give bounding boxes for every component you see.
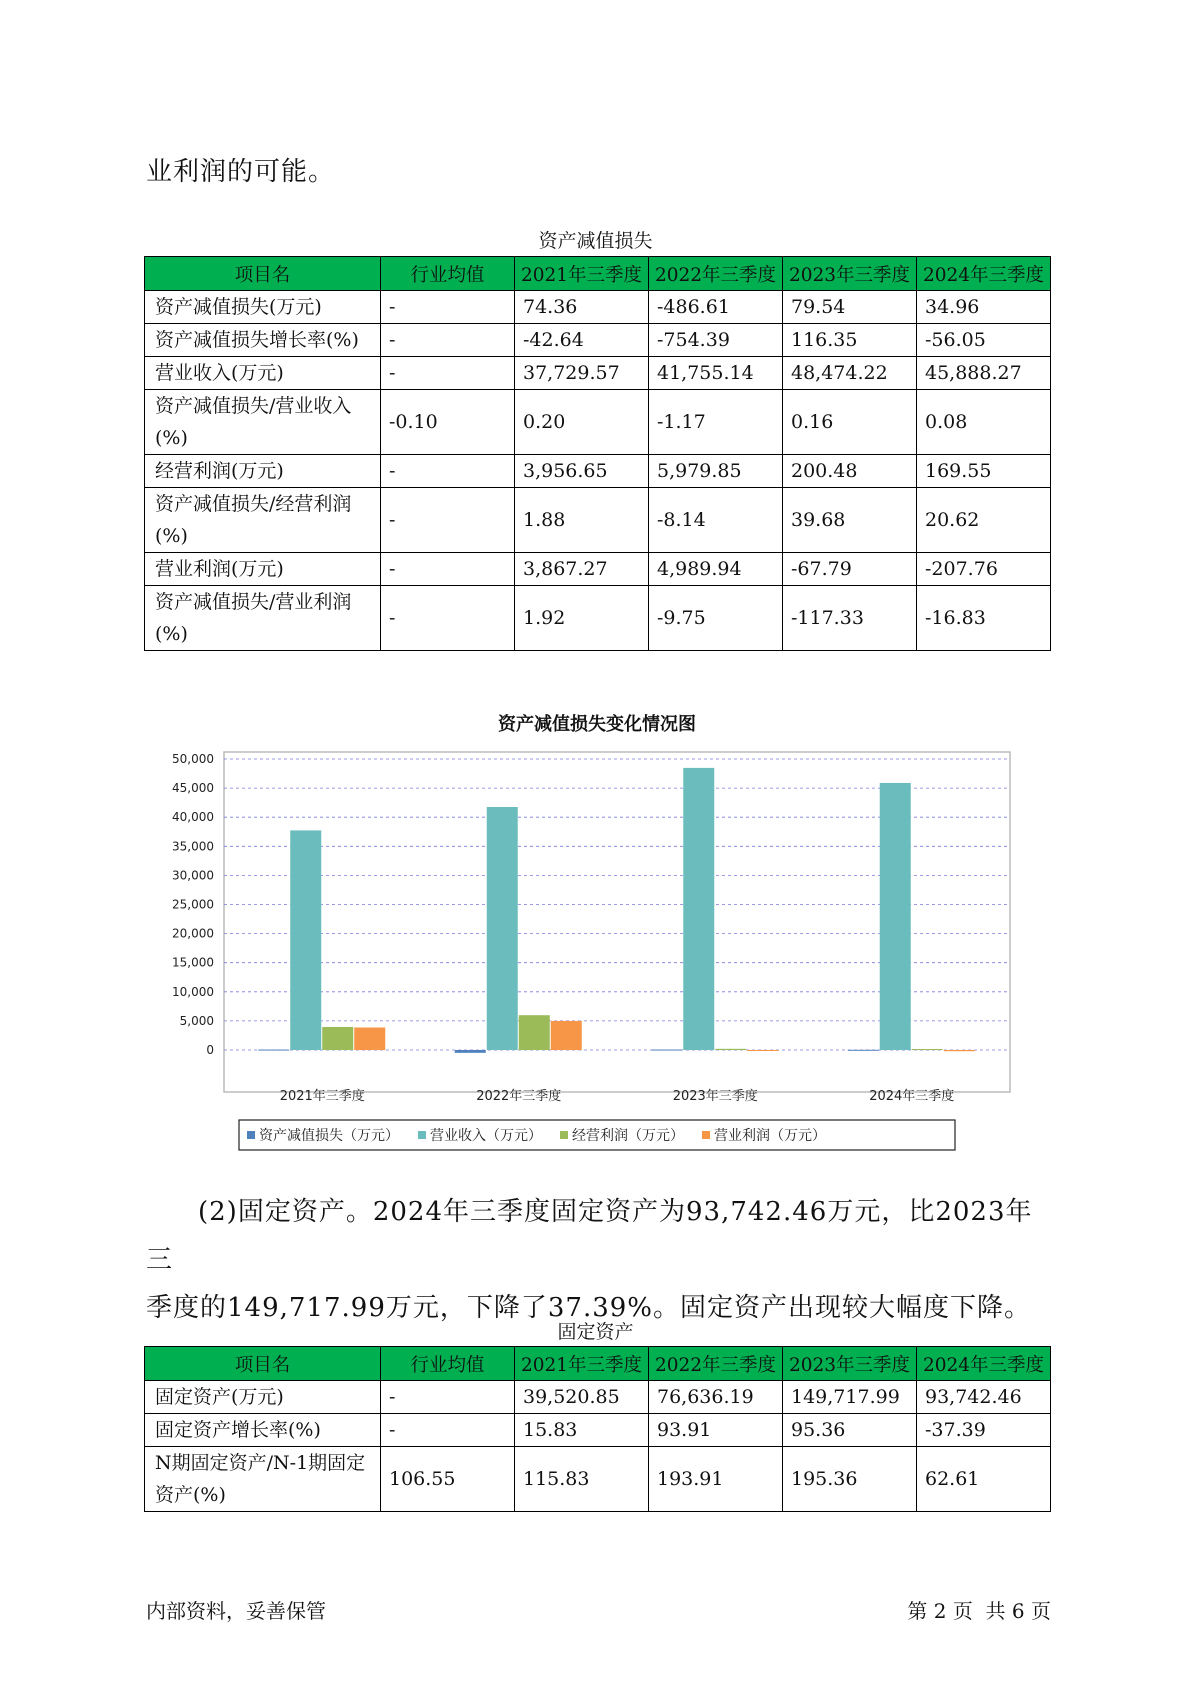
cell: -67.79 — [783, 553, 917, 586]
impairment-table — [144, 256, 1051, 651]
row-label: 资产减值损失(万元) — [145, 291, 381, 324]
footer-page-number: 第 2 页 共 6 页 — [907, 1599, 1051, 1623]
y-tick-label: 5,000 — [179, 1013, 214, 1028]
cell: 45,888.27 — [917, 357, 1051, 390]
cell: 76,636.19 — [649, 1381, 783, 1414]
legend-label: 资产减值损失（万元） — [259, 1128, 399, 1144]
cell: 20.62 — [917, 488, 1051, 553]
row-label: N期固定资产/N-1期固定资产(%) — [145, 1447, 381, 1512]
chart-title: 资产减值损失变化情况图 — [498, 714, 696, 735]
chart-svg — [144, 700, 1050, 1160]
bar — [912, 1049, 943, 1050]
cell: 106.55 — [381, 1447, 515, 1512]
cell: 39,520.85 — [515, 1381, 649, 1414]
cell: 115.83 — [515, 1447, 649, 1512]
cell: 0.08 — [917, 390, 1051, 455]
cell: 62.61 — [917, 1447, 1051, 1512]
footer-left: 内部资料，妥善保管 — [146, 1599, 326, 1623]
cell: 34.96 — [917, 291, 1051, 324]
legend-label: 经营利润（万元） — [572, 1128, 684, 1144]
bar — [715, 1049, 746, 1050]
col-header-item: 项目名 — [145, 1347, 381, 1381]
cell: 5,979.85 — [649, 455, 783, 488]
x-tick-label: 2022年三季度 — [476, 1089, 562, 1104]
y-tick-label: 0 — [206, 1043, 214, 1057]
cell: 0.20 — [515, 390, 649, 455]
col-header-2022q3: 2022年三季度 — [649, 1347, 783, 1381]
y-tick-label: 40,000 — [172, 810, 214, 825]
table-row — [145, 553, 1051, 586]
table-row — [145, 488, 1051, 553]
paragraph-line: (2)固定资产。2024年三季度固定资产为93,742.46万元，比2023年三 — [146, 1197, 1033, 1275]
row-label: 固定资产增长率(%) — [145, 1414, 381, 1447]
bar — [487, 807, 518, 1050]
row-label: 资产减值损失/营业利润(%) — [145, 586, 381, 651]
cell: 95.36 — [783, 1414, 917, 1447]
cell: 93.91 — [649, 1414, 783, 1447]
cell: 0.16 — [783, 390, 917, 455]
cell: - — [381, 324, 515, 357]
cell: 149,717.99 — [783, 1381, 917, 1414]
row-label: 营业收入(万元) — [145, 357, 381, 390]
table-row — [145, 1447, 1051, 1512]
fixed-assets-paragraph — [146, 1188, 1046, 1332]
cell: -9.75 — [649, 586, 783, 651]
bar — [747, 1050, 778, 1051]
cell: 3,867.27 — [515, 553, 649, 586]
table-row — [145, 357, 1051, 390]
cell: - — [381, 488, 515, 553]
bar — [322, 1027, 353, 1050]
bar — [651, 1050, 682, 1051]
x-tick-label: 2021年三季度 — [279, 1089, 365, 1104]
col-header-2023q3: 2023年三季度 — [783, 1347, 917, 1381]
col-header-2021q3: 2021年三季度 — [515, 1347, 649, 1381]
legend-swatch — [418, 1131, 426, 1139]
cell: -16.83 — [917, 586, 1051, 651]
y-tick-label: 10,000 — [172, 984, 214, 999]
row-label: 经营利润(万元) — [145, 455, 381, 488]
cell: - — [381, 357, 515, 390]
cell: -42.64 — [515, 324, 649, 357]
cell: 37,729.57 — [515, 357, 649, 390]
bar — [683, 768, 714, 1050]
table1-caption: 资产减值损失 — [538, 230, 653, 252]
cell: -0.10 — [381, 390, 515, 455]
bar — [944, 1050, 975, 1051]
legend-swatch — [702, 1131, 710, 1139]
table-row — [145, 455, 1051, 488]
cell: 74.36 — [515, 291, 649, 324]
col-header-industry-avg: 行业均值 — [381, 1347, 515, 1381]
table-row — [145, 586, 1051, 651]
cell: 1.88 — [515, 488, 649, 553]
cell: 1.92 — [515, 586, 649, 651]
x-tick-label: 2024年三季度 — [869, 1089, 955, 1104]
y-tick-label: 15,000 — [172, 955, 214, 970]
cell: - — [381, 455, 515, 488]
bar — [290, 830, 321, 1050]
y-tick-label: 35,000 — [172, 839, 214, 854]
cell: 93,742.46 — [917, 1381, 1051, 1414]
cell: -117.33 — [783, 586, 917, 651]
bar — [880, 783, 911, 1050]
bar — [551, 1021, 582, 1050]
paragraph-line: 季度的149,717.99万元，下降了37.39%。固定资产出现较大幅度下降。 — [146, 1293, 1032, 1323]
legend-swatch — [247, 1131, 255, 1139]
cell: 200.48 — [783, 455, 917, 488]
cell: -37.39 — [917, 1414, 1051, 1447]
col-header-industry-avg: 行业均值 — [381, 257, 515, 291]
legend-swatch — [560, 1131, 568, 1139]
y-tick-label: 25,000 — [172, 897, 214, 912]
legend-label: 营业利润（万元） — [714, 1128, 826, 1144]
cell: 48,474.22 — [783, 357, 917, 390]
row-label: 资产减值损失增长率(%) — [145, 324, 381, 357]
table-row — [145, 324, 1051, 357]
cell: -1.17 — [649, 390, 783, 455]
cell: 79.54 — [783, 291, 917, 324]
bar — [258, 1050, 289, 1051]
impairment-chart — [144, 700, 1050, 1160]
row-label: 固定资产(万元) — [145, 1381, 381, 1414]
fixed-assets-table — [144, 1346, 1051, 1512]
col-header-2024q3: 2024年三季度 — [917, 257, 1051, 291]
row-label: 资产减值损失/营业收入(%) — [145, 390, 381, 455]
bar — [455, 1050, 486, 1053]
col-header-2022q3: 2022年三季度 — [649, 257, 783, 291]
cell: -56.05 — [917, 324, 1051, 357]
x-tick-label: 2023年三季度 — [672, 1089, 758, 1104]
col-header-item: 项目名 — [145, 257, 381, 291]
cell: - — [381, 586, 515, 651]
cell: 169.55 — [917, 455, 1051, 488]
cell: - — [381, 1381, 515, 1414]
cell: 193.91 — [649, 1447, 783, 1512]
cell: 39.68 — [783, 488, 917, 553]
col-header-2021q3: 2021年三季度 — [515, 257, 649, 291]
table-header-row — [145, 257, 1051, 291]
row-label: 营业利润(万元) — [145, 553, 381, 586]
cell: 15.83 — [515, 1414, 649, 1447]
cell: -754.39 — [649, 324, 783, 357]
bar — [848, 1050, 879, 1051]
table-row — [145, 1381, 1051, 1414]
col-header-2023q3: 2023年三季度 — [783, 257, 917, 291]
bar — [519, 1015, 550, 1050]
cell: 4,989.94 — [649, 553, 783, 586]
cell: - — [381, 291, 515, 324]
cell: -8.14 — [649, 488, 783, 553]
row-label: 资产减值损失/经营利润(%) — [145, 488, 381, 553]
cell: 116.35 — [783, 324, 917, 357]
cell: 41,755.14 — [649, 357, 783, 390]
table-row — [145, 291, 1051, 324]
y-tick-label: 20,000 — [172, 926, 214, 941]
col-header-2024q3: 2024年三季度 — [917, 1347, 1051, 1381]
table-row — [145, 390, 1051, 455]
bar — [354, 1027, 385, 1050]
table2-caption: 固定资产 — [557, 1321, 634, 1343]
table-row — [145, 1414, 1051, 1447]
table-header-row — [145, 1347, 1051, 1381]
cell: 195.36 — [783, 1447, 917, 1512]
y-tick-label: 50,000 — [172, 752, 214, 766]
cell: -486.61 — [649, 291, 783, 324]
cell: - — [381, 1414, 515, 1447]
cell: - — [381, 553, 515, 586]
intro-line: 业利润的可能。 — [146, 157, 336, 187]
cell: 3,956.65 — [515, 455, 649, 488]
y-tick-label: 30,000 — [172, 868, 214, 883]
y-tick-label: 45,000 — [172, 781, 214, 796]
legend-label: 营业收入（万元） — [430, 1128, 542, 1144]
cell: -207.76 — [917, 553, 1051, 586]
